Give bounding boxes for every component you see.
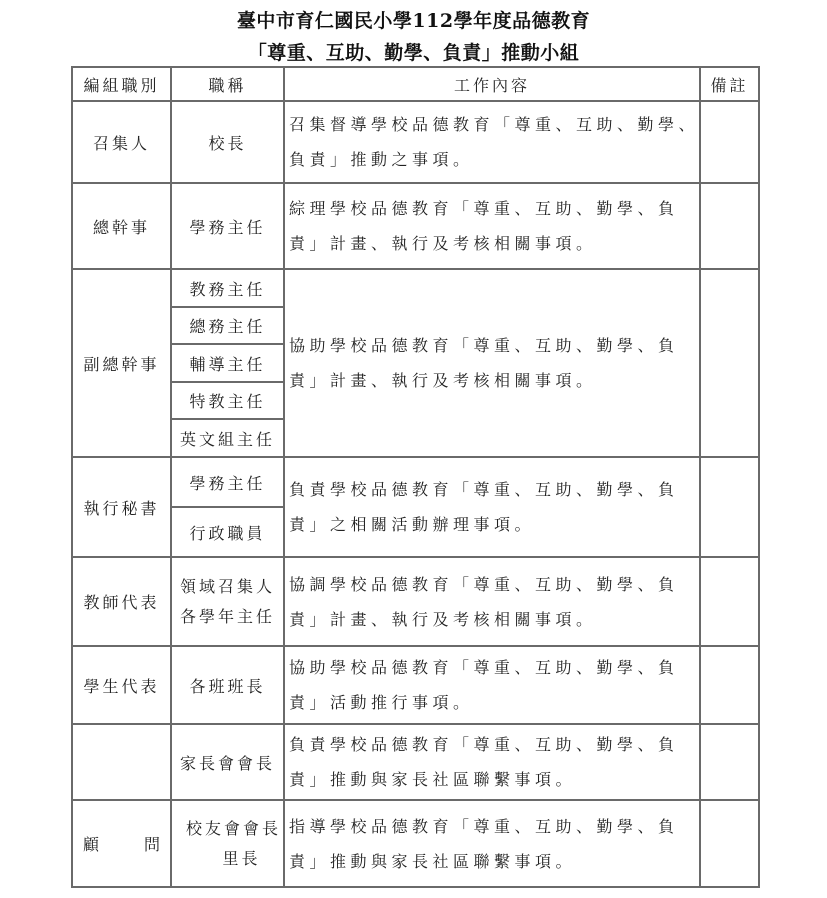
title-line: 里長	[222, 848, 261, 868]
duty-cell: 指導學校品德教育「尊重、互助、勤學、負責」推動與家長社區聯繫事項。	[284, 800, 700, 887]
group-cell	[72, 800, 171, 887]
note-cell	[700, 724, 759, 800]
table-row	[72, 269, 759, 307]
group-cell: 學生代表	[72, 646, 171, 724]
document-title-line1: 臺中市育仁國民小學112學年度品德教育	[236, 10, 591, 32]
title-cell: 學務主任	[171, 183, 284, 269]
group-cell: 執行秘書	[72, 457, 171, 557]
note-cell	[700, 101, 759, 183]
note-cell	[700, 557, 759, 646]
duty-cell: 綜理學校品德教育「尊重、互助、勤學、負責」計畫、執行及考核相關事項。	[284, 183, 700, 269]
title-cell: 教務主任	[171, 269, 284, 307]
header-title: 職稱	[171, 67, 284, 101]
title-cell: 學務主任	[171, 457, 284, 507]
title-cell: 總務主任	[171, 307, 284, 344]
group-cell: 教師代表	[72, 557, 171, 646]
group-cell: 副總幹事	[72, 269, 171, 457]
title-cell: 輔導主任	[171, 344, 284, 382]
title-cell	[171, 800, 284, 887]
table-row	[72, 557, 759, 646]
title-cell: 特教主任	[171, 382, 284, 419]
group-cell: 召集人	[72, 101, 171, 183]
table-row	[72, 183, 759, 269]
note-cell	[700, 269, 759, 457]
table-row	[72, 101, 759, 183]
duty-cell: 負責學校品德教育「尊重、互助、勤學、負責」之相關活動辦理事項。	[284, 457, 700, 557]
table-row	[72, 457, 759, 507]
title-cell: 行政職員	[171, 507, 284, 557]
duty-cell: 協助學校品德教育「尊重、互助、勤學、負責」活動推行事項。	[284, 646, 700, 724]
title-line: 校友會會長	[185, 818, 281, 838]
header-group: 編組職別	[72, 67, 171, 101]
group-cell: 總幹事	[72, 183, 171, 269]
note-cell	[700, 646, 759, 724]
title-cell	[171, 557, 284, 646]
duty-cell: 負責學校品德教育「尊重、互助、勤學、負責」推動與家長社區聯繫事項。	[284, 724, 700, 800]
group-cell	[72, 724, 171, 800]
note-cell	[700, 800, 759, 887]
header-note: 備註	[700, 67, 759, 101]
table-row	[72, 800, 759, 887]
duty-cell: 協調學校品德教育「尊重、互助、勤學、負責」計畫、執行及考核相關事項。	[284, 557, 700, 646]
header-duty: 工作內容	[284, 67, 700, 101]
table-row	[72, 646, 759, 724]
duty-cell: 協助學校品德教育「尊重、互助、勤學、負責」計畫、執行及考核相關事項。	[284, 269, 700, 457]
table-header-row	[72, 67, 759, 101]
group-char-left: 顧	[83, 835, 100, 854]
table-row	[72, 724, 759, 800]
group-char-right: 問	[143, 835, 160, 854]
title-line: 各學年主任	[179, 606, 275, 626]
title-cell: 校長	[171, 101, 284, 183]
note-cell	[700, 457, 759, 557]
title-cell: 英文組主任	[171, 419, 284, 457]
title-cell: 家長會會長	[171, 724, 284, 800]
document-title-line2: 「尊重、互助、勤學、負責」推動小組	[247, 42, 580, 64]
note-cell	[700, 183, 759, 269]
title-line: 領域召集人	[179, 576, 275, 596]
committee-table	[71, 66, 760, 888]
duty-cell: 召集督導學校品德教育「尊重、互助、勤學、負責」推動之事項。	[284, 101, 700, 183]
title-cell: 各班班長	[171, 646, 284, 724]
